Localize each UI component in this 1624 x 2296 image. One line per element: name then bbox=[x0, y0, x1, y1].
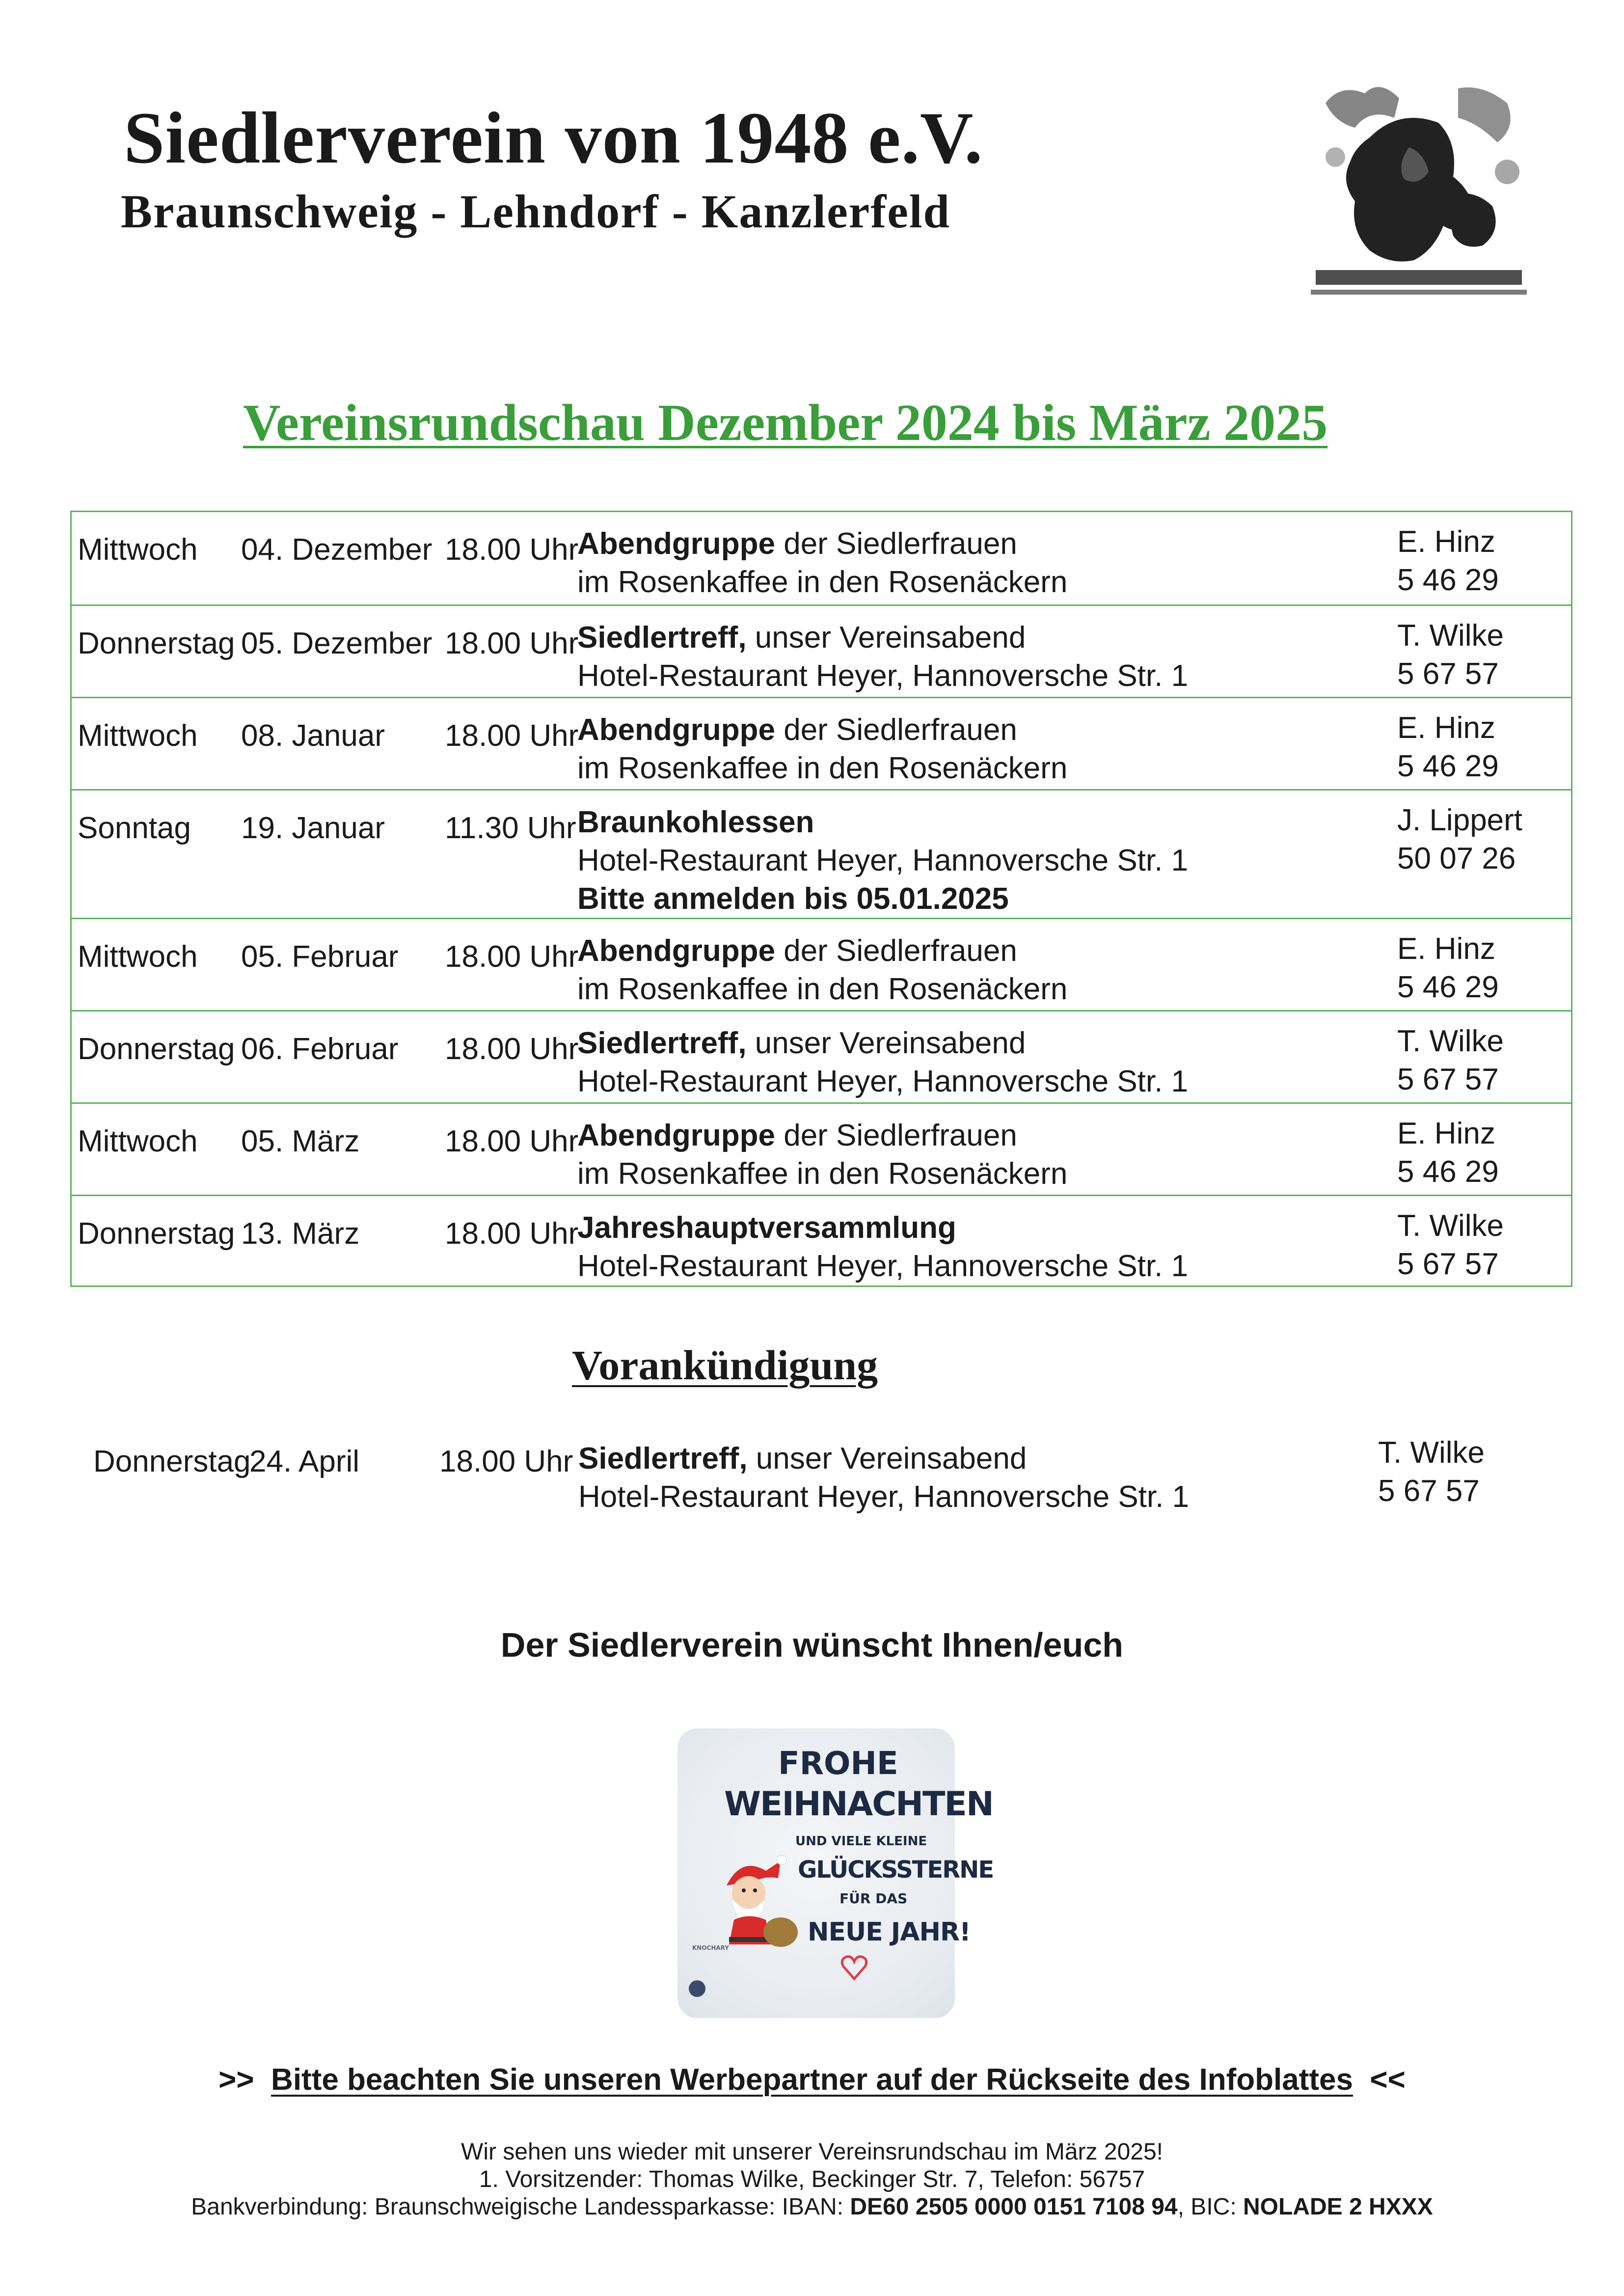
bank-label: Bankverbindung: Braunschweigische Landessparkasse: IBAN: bbox=[191, 2194, 850, 2220]
table-row bbox=[72, 918, 1571, 1010]
event-day: Donnerstag bbox=[78, 627, 235, 660]
event-location: Hotel-Restaurant Heyer, Hannoversche Str. 1 bbox=[577, 1065, 1189, 1098]
table-row bbox=[72, 1102, 1571, 1195]
event-details bbox=[577, 711, 1067, 788]
heart-icon bbox=[839, 1954, 869, 1981]
event-location: im Rosenkaffee in den Rosenäckern bbox=[577, 972, 1068, 1006]
event-date: 05. Februar bbox=[241, 940, 399, 974]
event-title: Abendgruppe bbox=[577, 713, 775, 747]
event-contact bbox=[1378, 1434, 1485, 1510]
christmas-card bbox=[677, 1728, 994, 2018]
santa-icon bbox=[707, 1851, 805, 1954]
contact-phone: 5 67 57 bbox=[1378, 1474, 1480, 1508]
contact-name: T. Wilke bbox=[1397, 619, 1504, 653]
event-contact bbox=[1397, 801, 1522, 878]
table-row bbox=[72, 1010, 1571, 1102]
event-title: Braunkohlessen bbox=[577, 805, 814, 839]
event-subtitle: der Siedlerfrauen bbox=[775, 713, 1017, 747]
event-details bbox=[577, 932, 1067, 1009]
contact-name: E. Hinz bbox=[1397, 1117, 1495, 1150]
event-day: Sonntag bbox=[78, 811, 191, 845]
event-date: 08. Januar bbox=[241, 719, 385, 753]
event-location: Hotel-Restaurant Heyer, Hannoversche Str. 1 bbox=[577, 1249, 1189, 1283]
event-title: Siedlertreff, bbox=[577, 1026, 747, 1060]
event-location: Hotel-Restaurant Heyer, Hannoversche Str. 1 bbox=[577, 844, 1189, 877]
event-time: 18.00 Uhr bbox=[439, 1445, 573, 1478]
event-date: 19. Januar bbox=[241, 811, 385, 845]
event-details bbox=[577, 619, 1188, 695]
contact-name: J. Lippert bbox=[1397, 803, 1523, 837]
schedule-table bbox=[70, 511, 1572, 1287]
contact-name: T. Wilke bbox=[1378, 1436, 1485, 1470]
card-line: UND VIELE KLEINE bbox=[795, 1834, 927, 1849]
event-day: Mittwoch bbox=[78, 1124, 198, 1158]
contact-phone: 5 67 57 bbox=[1397, 1247, 1499, 1281]
table-row bbox=[72, 697, 1571, 789]
footer bbox=[0, 2138, 1624, 2221]
contact-name: E. Hinz bbox=[1397, 711, 1495, 745]
event-contact bbox=[1397, 1207, 1504, 1284]
card-line: FROHE bbox=[778, 1746, 898, 1782]
table-row bbox=[72, 1195, 1571, 1285]
event-location: im Rosenkaffee in den Rosenäckern bbox=[577, 565, 1068, 599]
event-location: Hotel-Restaurant Heyer, Hannoversche Str. 1 bbox=[578, 1480, 1190, 1514]
table-row bbox=[72, 789, 1571, 918]
event-day: Donnerstag bbox=[78, 1217, 235, 1251]
event-date: 05. Dezember bbox=[241, 627, 433, 660]
event-time: 18.00 Uhr bbox=[445, 627, 579, 660]
contact-phone: 5 46 29 bbox=[1397, 563, 1499, 597]
contact-phone: 5 46 29 bbox=[1397, 1155, 1499, 1189]
contact-phone: 5 46 29 bbox=[1397, 970, 1499, 1004]
event-details bbox=[577, 1117, 1067, 1193]
event-location: im Rosenkaffee in den Rosenäckern bbox=[577, 1157, 1068, 1191]
badge-icon bbox=[687, 1979, 707, 1998]
event-details bbox=[577, 1209, 1188, 1285]
event-note: Bitte anmelden bis 05.01.2025 bbox=[577, 882, 1009, 916]
iban: DE60 2505 0000 0151 7108 94 bbox=[850, 2194, 1178, 2220]
event-time: 18.00 Uhr bbox=[445, 1032, 579, 1066]
notice-text: Bitte beachten Sie unseren Werbepartner auf der Rückseite des Infoblattes bbox=[271, 2063, 1353, 2097]
event-contact bbox=[1397, 617, 1504, 693]
event-day: Donnerstag bbox=[78, 1032, 235, 1066]
event-day: Mittwoch bbox=[78, 719, 198, 753]
footer-line: 1. Vorsitzender: Thomas Wilke, Beckinger Str. 7, Telefon: 56757 bbox=[479, 2166, 1145, 2192]
event-contact bbox=[1397, 523, 1499, 600]
bank-details bbox=[0, 2193, 1624, 2221]
sculpture-photo-icon bbox=[1296, 74, 1537, 309]
event-title: Abendgruppe bbox=[577, 527, 775, 561]
event-time: 11.30 Uhr bbox=[445, 811, 576, 845]
event-title: Jahreshauptversammlung bbox=[577, 1211, 956, 1245]
event-subtitle: unser Vereinsabend bbox=[746, 621, 1026, 655]
event-location: Hotel-Restaurant Heyer, Hannoversche Str. 1 bbox=[577, 659, 1189, 693]
bic-label: , BIC: bbox=[1177, 2194, 1243, 2220]
event-date: 06. Februar bbox=[241, 1032, 399, 1066]
contact-name: T. Wilke bbox=[1397, 1209, 1504, 1243]
event-contact bbox=[1397, 709, 1499, 786]
event-location: im Rosenkaffee in den Rosenäckern bbox=[577, 751, 1068, 785]
org-location: Braunschweig - Lehndorf - Kanzlerfeld bbox=[121, 185, 950, 238]
notice bbox=[0, 2062, 1624, 2097]
greeting-text: Der Siedlerverein wünscht Ihnen/euch bbox=[500, 1626, 1124, 1664]
event-subtitle: der Siedlerfrauen bbox=[775, 934, 1017, 968]
page-title: Vereinsrundschau Dezember 2024 bis März 2025 bbox=[243, 394, 1328, 451]
event-contact bbox=[1397, 930, 1499, 1007]
event-title: Siedlertreff, bbox=[578, 1442, 748, 1476]
event-time: 18.00 Uhr bbox=[445, 533, 579, 567]
contact-phone: 5 67 57 bbox=[1397, 1063, 1499, 1096]
contact-name: E. Hinz bbox=[1397, 525, 1495, 559]
contact-phone: 5 46 29 bbox=[1397, 749, 1499, 783]
notice-prefix: >> bbox=[218, 2063, 254, 2097]
event-day: Mittwoch bbox=[78, 533, 198, 567]
event-date: 24. April bbox=[249, 1445, 360, 1478]
card-line: WEIHNACHTEN bbox=[724, 1785, 993, 1824]
event-date: 13. März bbox=[241, 1217, 360, 1251]
event-date: 05. März bbox=[241, 1124, 360, 1158]
event-details bbox=[577, 525, 1067, 601]
org-name: Siedlerverein von 1948 e.V. bbox=[124, 97, 983, 179]
table-row bbox=[72, 512, 1571, 604]
event-contact bbox=[1397, 1115, 1499, 1191]
event-details bbox=[578, 1440, 1189, 1516]
card-line: GLÜCKSSTERNE bbox=[798, 1856, 994, 1884]
event-subtitle: der Siedlerfrauen bbox=[775, 527, 1017, 561]
contact-phone: 5 67 57 bbox=[1397, 657, 1499, 691]
footer-line: Wir sehen uns wieder mit unserer Vereinsrundschau im März 2025! bbox=[461, 2139, 1163, 2165]
event-subtitle: unser Vereinsabend bbox=[746, 1026, 1026, 1060]
preview-event bbox=[93, 1434, 1566, 1542]
event-time: 18.00 Uhr bbox=[445, 940, 579, 974]
event-time: 18.00 Uhr bbox=[445, 1217, 579, 1251]
card-line: FÜR DAS bbox=[839, 1890, 908, 1907]
contact-name: T. Wilke bbox=[1397, 1024, 1504, 1058]
contact-phone: 50 07 26 bbox=[1397, 842, 1516, 875]
event-title: Siedlertreff, bbox=[577, 621, 747, 655]
contact-name: E. Hinz bbox=[1397, 932, 1495, 966]
notice-suffix: << bbox=[1370, 2063, 1406, 2097]
event-subtitle: der Siedlerfrauen bbox=[775, 1119, 1017, 1152]
event-details bbox=[577, 803, 1188, 918]
table-row bbox=[72, 604, 1571, 697]
event-day: Donnerstag bbox=[93, 1445, 251, 1478]
event-time: 18.00 Uhr bbox=[445, 719, 579, 753]
event-subtitle: unser Vereinsabend bbox=[747, 1442, 1027, 1476]
event-title: Abendgruppe bbox=[577, 1119, 775, 1152]
event-time: 18.00 Uhr bbox=[445, 1124, 579, 1158]
event-date: 04. Dezember bbox=[241, 533, 433, 567]
event-contact bbox=[1397, 1022, 1504, 1099]
card-signature: KNOCHARY bbox=[692, 1944, 729, 1951]
preview-heading: Vorankündigung bbox=[572, 1341, 878, 1389]
card-line: NEUE JAHR! bbox=[808, 1917, 971, 1947]
event-day: Mittwoch bbox=[78, 940, 198, 974]
event-title: Abendgruppe bbox=[577, 934, 775, 968]
bic: NOLADE 2 HXXX bbox=[1243, 2194, 1433, 2220]
event-details bbox=[577, 1024, 1188, 1101]
